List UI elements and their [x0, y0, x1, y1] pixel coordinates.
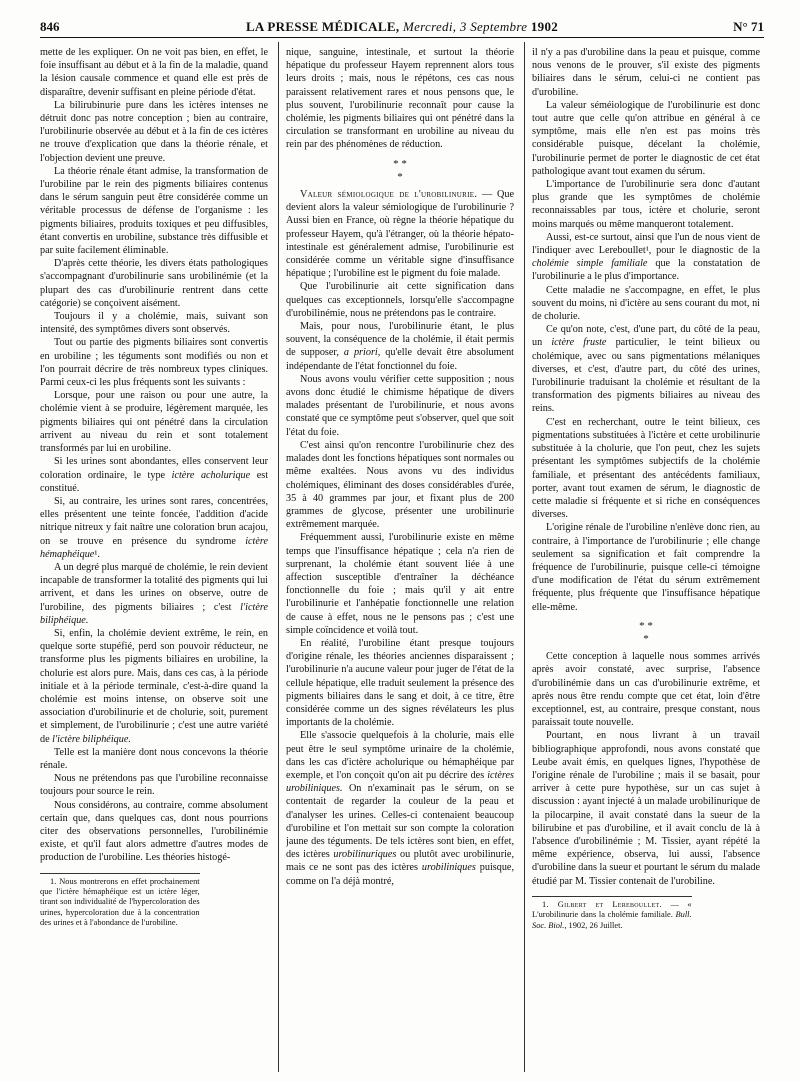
page-header — [40, 18, 764, 36]
footnote — [40, 873, 200, 929]
paragraph: Nous avons voulu vérifier cette supposition ; nous avons donc étudié le chimisme hépatique de divers malades présentant de l'urobilinurie, et nous avons constaté que ce symptôme peut s'observer, quel que soit l'état du foie. — [286, 373, 514, 438]
paragraph: L'importance de l'urobilinurie sera donc d'autant plus grande que les symptômes de cholémie reconnaissables par tous, ictère et cholurie, seront moins marqués ou même manqueront totalement. — [532, 179, 760, 230]
paragraph: Si, au contraire, les urines sont rares, concentrées, elles présentent une teinte foncée, l'addition d'acide nitrique nitreux y fait naître une coloration brun acajou, on se trouve en présence du syndrome ictère hémaphéique¹. — [40, 495, 268, 560]
paragraph: Cette conception à laquelle nous sommes arrivés après avoir constaté, avec surprise, l'absence d'urobilinémie dans un cas d'urobilinurie extrême, et après nous être rendu compte que cet état, loin d'être exceptionnel, est, au contraire, presque constant, nous paraissait toute nouvelle. — [532, 651, 760, 729]
italic-term: ictères urobiliniques. — [286, 769, 514, 795]
paragraph: Cette maladie ne s'accompagne, en effet, le plus souvent du moins, ni d'ictère au sens courant du mot, ni de cholurie. — [532, 284, 760, 323]
column-2 — [286, 46, 514, 1076]
paragraph: L'origine rénale de l'urobiline n'enlève donc rien, au contraire, à l'importance de l'urobilinurie ; elle change seulement sa signification et fait comprendre la fréquence de l'urobilinurie, puisque celle-ci témoigne d'une modification de l'état du sérum extrêmement fréquente, plus fréquente que l'insuffisance hépatique elle-même. — [532, 522, 760, 613]
footnote-text: 1. Nous montrerons en effet prochainement que l'ictère hémaphéique est un ictère léger, tirant son individualité de l'hypercoloration des urines, hypercoloration due à la concentration des urines et à l'abondance de l'urobiline. — [40, 876, 200, 928]
paragraph: mette de les expliquer. On ne voit pas bien, en effet, le foie insuffisant au début et à la fin de la maladie, quand la lésion causale commence et quand elle est près de disparaître, devenir suffisant en pleine période d'état. — [40, 47, 268, 98]
section-title: Valeur sémiologique de l'urobilinurie. — [300, 189, 478, 201]
paragraph: Fréquemment aussi, l'urobilinurie existe en même temps que l'insuffisance hépatique ; cela n'a rien de surprenant, la cholémie étant souvent liée à une affection susceptible d'entraîner la déchéance fonctionnelle du foie ; mais qu'il y ait entre l'urobilinurie et l'anhépatie fonctionnelle une relation de cause à effet, nous ne le pensons pas ; c'est une simple coïncidence et voilà tout. — [286, 532, 514, 636]
paragraph: Tout ou partie des pigments biliaires sont convertis en urobiline ; les téguments sont modifiés ou non et l'on pourrait décrire de très nombreux types cliniques. Parmi ceux-ci les plus fréquents sont les suivants : — [40, 337, 268, 389]
column-3 — [532, 46, 760, 1076]
paragraph: il n'y a pas d'urobiline dans la peau et puisque, comme nous venons de le prouver, s'il existe des pigments biliaires dans le sérum, celui-ci ne contient pas d'urobiline. — [532, 47, 760, 98]
footnote-text: 1. Gilbert et Lereboullet. — « L'urobilinurie dans la cholémie familiale. Bull. Soc. Biol., 1902, 26 Juillet. — [532, 899, 692, 930]
paragraph: En réalité, l'urobiline étant presque toujours d'origine rénale, les théories anciennes disparaissent ; l'urobilinurie n'a aucune valeur pour juger de l'état de la cellule hépatique, elle traduit seulement la présence des pigments biliaires dans le sang et doit, à ce titre, être considérée comme un des signes révélateurs les plus importants de la cholémie. — [286, 637, 514, 729]
paragraph: La valeur séméiologique de l'urobilinurie est donc tout autre que celle qu'on attribue en général à ce symptôme, mais elle n'en est pas moins très considérable puisque, décelant la cholémie, l'urobilinurie permet de porter le diagnostic de cet état pathologique avant tout examen du sérum. — [532, 99, 760, 177]
italic-term: l'ictère biliphéique. — [40, 601, 268, 626]
header-rule — [40, 37, 764, 38]
italic-term: urobiliniques — [421, 862, 476, 874]
paragraph: Que l'urobilinurie ait cette signification dans quelques cas exceptionnels, lorsqu'elle s'accompagne d'urobilinémie, nous ne prétendons pas le contraire. — [286, 281, 514, 319]
paragraph: Pourtant, en nous livrant à un travail bibliographique approfondi, nous avons constaté que Leube avait émis, en quelques lignes, l'hypothèse de l'origine rénale de l'urobiline ; mais il se basait, pour arriver à cette pure hypothèse, sur un cas sujet à discussion : ayant injecté à un malade urobilinurique de la pilocarpine, il avait constaté dans la sueur de la bilirubine et pas d'urobiline, et il avait conclu de là à l'absence d'urobilinémie ; M. Tissier, ayant répété la même expérience, observa, lui aussi, l'absence d'urobiline dans la sueur et pourtant le sérum du malade étudié par M. Tissier contenait de l'urobiline. — [532, 730, 760, 887]
paragraph: D'après cette théorie, les divers états pathologiques s'accompagnant d'urobilinurie sans urobilinémie (et la plupart des cas d'urobilinurie rentrent dans cette catégorie) se conçoivent aisément. — [40, 258, 268, 309]
paragraph: La bilirubinurie pure dans les ictères intenses ne détruit donc pas notre conception ; bien au contraire, l'urobilinurie observée au début et à la fin de ces ictères ne trouve d'explication que dans la théorie rénale, et l'objection devient une preuve. — [40, 99, 268, 164]
journal-citation: Bull. Soc. Biol., — [532, 910, 692, 930]
italic-term: l'ictère biliphéique. — [52, 733, 131, 745]
paragraph: Aussi, est-ce surtout, ainsi que l'un de nous vient de l'indiquer avec Lereboullet¹, pour le diagnostic de la cholémie simple familiale que la constatation de l'urobilinurie a le plus d'importance. — [532, 231, 760, 283]
paragraph: nique, sanguine, intestinale, et surtout la théorie hépatique du professeur Hayem reprennent alors tous leurs droits ; mais, nous le répétons, ces cas nous paraissent relativement rares et nous pensons que, le plus souvent, l'urobilinurie reconnaît pour cause la cholémie, les pigments biliaires qui ont pénétré dans la circulation se transformant en urobiline au niveau du rein par des phénomènes de réduction. — [286, 47, 514, 151]
italic-term: ictère fruste — [551, 337, 607, 349]
paragraph: Ce qu'on note, c'est, d'une part, du côté de la peau, un ictère fruste particulier, le teint bilieux ou cholémique, avec ou sans pigmentations mélaniques diverses, et c'est, d'autre part, du côté des urines, l'urobilinurie traduisant la cholémie et résultant de la transformation des pigments biliaires au niveau des reins. — [532, 324, 760, 415]
footnote — [532, 896, 692, 931]
section-separator: * * * — [639, 619, 653, 645]
paragraph: Mais, pour nous, l'urobilinurie étant, le plus souvent, la conséquence de la cholémie, il était permis de supposer, a priori, qu'elle devait être absolument indépendante de l'état fonctionnel du foie. — [286, 321, 514, 372]
paragraph: C'est en recherchant, outre le teint bilieux, ces pigmentations substituées à l'ictère et cette urobilinurie substituée à la cholurie, que l'on peut, chez les sujets présentant les symptômes subjectifs de la cholémie familiale, et présentant des antécédents familiaux, porter, avant tout examen de sérum, le diagnostic de cette maladie si fréquente et si riche en conséquences diverses. — [532, 416, 760, 521]
section-paragraph: Valeur sémiologique de l'urobilinurie. — Que devient alors la valeur sémiologique de l'urobilinurie ? Aussi bien en France, où règne la théorie hépatique du professeur Hayem, qu'à l'étranger, où la théorie hépato-intestinale est généralement admise, l'urobilinurie est considérée comme un véritable signe d'insuffisance hépatique ; l'urobiline est le pigment du foie malade. — [286, 189, 514, 280]
italic-term: ictère acholurique — [171, 469, 251, 481]
column-divider — [524, 42, 525, 1072]
paragraph: Elle s'associe quelquefois à la cholurie, mais elle peut être le seul symptôme urinaire de la cholémie, dans les cas d'ictère acholurique ou hémaphéique par exemple, et l'on conçoit qu'on ait pu décrire des ictères urobiliniques. On n'examinait pas le sérum, on se contentait de regarder la couleur de la peau et d'analyser les urines. Celles-ci contenaient beaucoup d'urobiline et l'on mettait sur son compte la coloration jaune des téguments. De tels ictères sont bien, en effet, des ictères urobilinuriques ou plutôt avec urobilinurie, mais ce ne sont pas des ictères urobiliniques puisque, comme on l'a déjà montré, — [286, 730, 514, 887]
journal-name: LA PRESSE MÉDICALE, — [245, 19, 400, 34]
italic-term: cholémie simple familiale — [532, 258, 648, 270]
paragraph: Toujours il y a cholémie, mais, suivant son intensité, des symptômes divers sont observés. — [40, 311, 268, 336]
section-separator: * * * — [393, 157, 407, 183]
italic-term: urobilinuriques — [333, 849, 397, 861]
paragraph: Si, enfin, la cholémie devient extrême, le rein, en quelque sorte stupéfié, perd son pouvoir réducteur, ne transforme plus les pigments biliaires en urobiline, la cholurie est alors pure. Mais, dans ces cas, à la période initiale et à la période terminale, c'est-à-dire quand la cholémie est moins intense, on observe soit une association d'urobilinurie et de cholurie, soit, purement et simplement, de l'urobilinurie ; c'est une autre variété de l'ictère biliphéique. — [40, 627, 268, 745]
paragraph: Telle est la manière dont nous concevons la théorie rénale. — [40, 746, 268, 771]
issue-date: Mercredi, 3 Septembre — [402, 19, 528, 34]
paragraph: Si les urines sont abondantes, elles conservent leur coloration ordinaire, le type ictère acholurique est constitué. — [40, 456, 268, 494]
paragraph: C'est ainsi qu'on rencontre l'urobilinurie chez des malades dont les fonctions hépatiques sont normales ou même exaltées. Nous avons vu des individus cholémiques, éliminant des doses considérables d'urée, 35 à 40 grammes par jour, et fixant plus de 200 grammes de glycose, présenter une urobilinurie extrêmement marquée. — [286, 439, 514, 531]
italic-term: ictère hémaphéique — [40, 535, 268, 560]
page-number: 846 — [40, 19, 60, 34]
paragraph: Lorsque, pour une raison ou pour une autre, la cholémie vient à se produire, légèrement marquée, les pigments biliaires qui ont pénétré dans la circulation arrivent au niveau du rein et sont totalement transformés par lui en urobiline. — [40, 390, 268, 455]
paragraph: A un degré plus marqué de cholémie, le rein devient incapable de transformer la totalité des pigments qui lui arrivent, et dans les urines on observe, outre de l'urobiline, des pigments biliaires ; c'est l'ictère biliphéique. — [40, 561, 268, 626]
running-title — [40, 18, 764, 36]
italic-term: a priori, — [343, 347, 381, 359]
issue-year: 1902 — [530, 19, 559, 34]
issue-number: N° 71 — [733, 19, 764, 34]
paragraph: La théorie rénale étant admise, la transformation de l'urobiline par le rein des pigments biliaires contenus dans le sérum sanguin peut être considérée comme un véritable processus de défense de l'organisme : les pigments biliaires, produits toxiques et peu diffusibles, étant convertis en urobiline, substance très diffusible et par suite facilement éliminable. — [40, 165, 268, 257]
column-divider — [278, 42, 279, 1072]
column-1 — [40, 46, 268, 1076]
paragraph: Nous considérons, au contraire, comme absolument certain que, dans quelques cas, dont nous pourrions citer des observations personnelles, l'urobilinémie existe, et qu'il faut alors admettre d'autres modes de production de l'urobiline. Les théories histogé- — [40, 799, 268, 864]
paragraph: Nous ne prétendons pas que l'urobiline reconnaisse toujours pour source le rein. — [40, 773, 268, 798]
